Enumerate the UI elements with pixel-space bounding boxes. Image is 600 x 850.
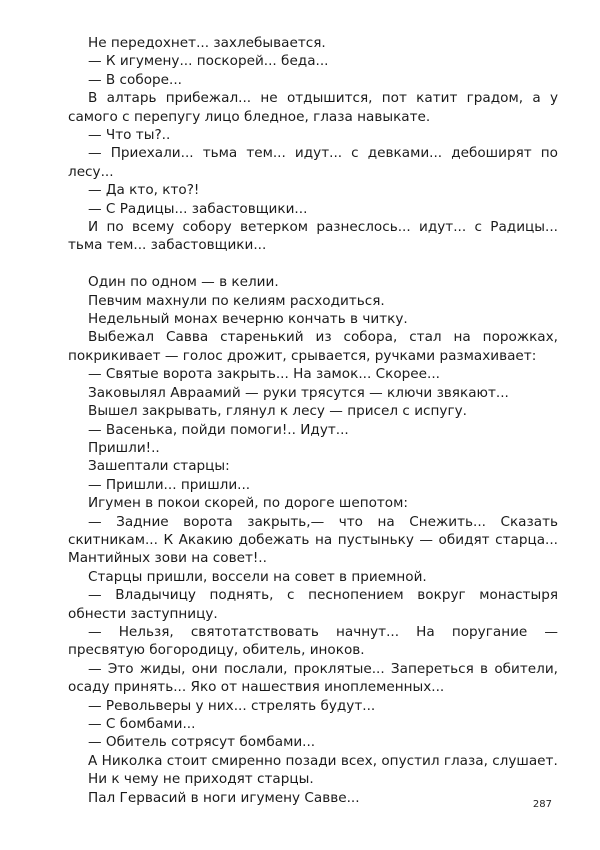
page-body — [68, 34, 558, 807]
paragraph: Пришли!.. — [88, 439, 160, 456]
paragraph: — Васенька, пойди помоги!.. Идут... — [88, 421, 349, 438]
paragraph: Один по одном — в келии. — [88, 274, 279, 291]
paragraph: В алтарь прибежал... не отдышится, пот катит градом, а у самого с перепугу лицо бледное, глаза навыкате. — [68, 90, 558, 125]
paragraph: — С Радицы... забастовщики... — [88, 200, 308, 217]
page-number: 287 — [532, 799, 552, 810]
paragraph: — С бомбами... — [88, 716, 196, 733]
paragraph: И по всему собору ветерком разнеслось... идут... с Радицы... тьма тем... забастовщики... — [68, 219, 558, 254]
paragraph: Недельный монах вечерню кончать в читку. — [88, 311, 408, 328]
paragraph: — Обитель сотрясут бомбами... — [88, 734, 316, 751]
paragraph: — Это жиды, они послали, проклятые... Запереться в обители, осаду принять... Яко от нашествия иноплеменных... — [68, 660, 558, 696]
paragraph: — Приехали... тьма тем... идут... с девками... дебоширят по лесу... — [68, 145, 558, 180]
paragraph: Певчим махнули по келиям расходиться. — [88, 292, 385, 309]
paragraph: — Святые ворота закрыть... На замок... Скорее... — [88, 366, 440, 383]
paragraph: Не передохнет... захлебывается. — [88, 35, 326, 51]
paragraph: — Револьверы у них... стрелять будут... — [88, 697, 376, 714]
paragraph: Пал Гервасий в ноги игумену Савве... — [88, 789, 360, 806]
paragraph: — Задние ворота закрыть,— что на Снежить... Сказать скитникам... К Акакию добежать на пустыньку — обидят старца... Мантийных зови на совет!.. — [68, 513, 558, 567]
paragraph: Зашептали старцы: — [88, 458, 230, 475]
paragraph: — Нельзя, святотатствовать начнут... На поругание — пресвятую богородицу, обитель, иноков. — [68, 623, 558, 659]
paragraph: А Николка стоит смиренно позади всех, опустил глаза, слушает. — [88, 752, 558, 769]
paragraph: Ни к чему не приходят старцы. — [88, 771, 314, 788]
paragraph: Выбежал Савва старенький из собора, стал на порожках, покрикивает — голос дрожит, срывается, ручками размахивает: — [68, 329, 558, 364]
paragraph: — Пришли... пришли... — [88, 476, 251, 493]
paragraph: Старцы пришли, воссели на совет в приемной. — [88, 568, 427, 585]
section-break — [68, 255, 558, 273]
paragraph: — Да кто, кто?! — [88, 182, 200, 199]
paragraph: Заковылял Авраамий — руки трясутся — ключи звякают... — [88, 384, 509, 401]
paragraph: Вышел закрывать, глянул к лесу — присел с испугу. — [88, 403, 467, 420]
paragraph: — В соборе... — [88, 71, 183, 88]
paragraph: — Что ты?.. — [88, 127, 171, 144]
paragraph: — К игумену... поскорей... беда... — [88, 53, 329, 70]
paragraph: Игумен в покои скорей, по дороге шепотом: — [88, 495, 408, 512]
paragraph: — Владычицу поднять, с песнопением вокруг монастыря обнести заступницу. — [68, 587, 558, 622]
